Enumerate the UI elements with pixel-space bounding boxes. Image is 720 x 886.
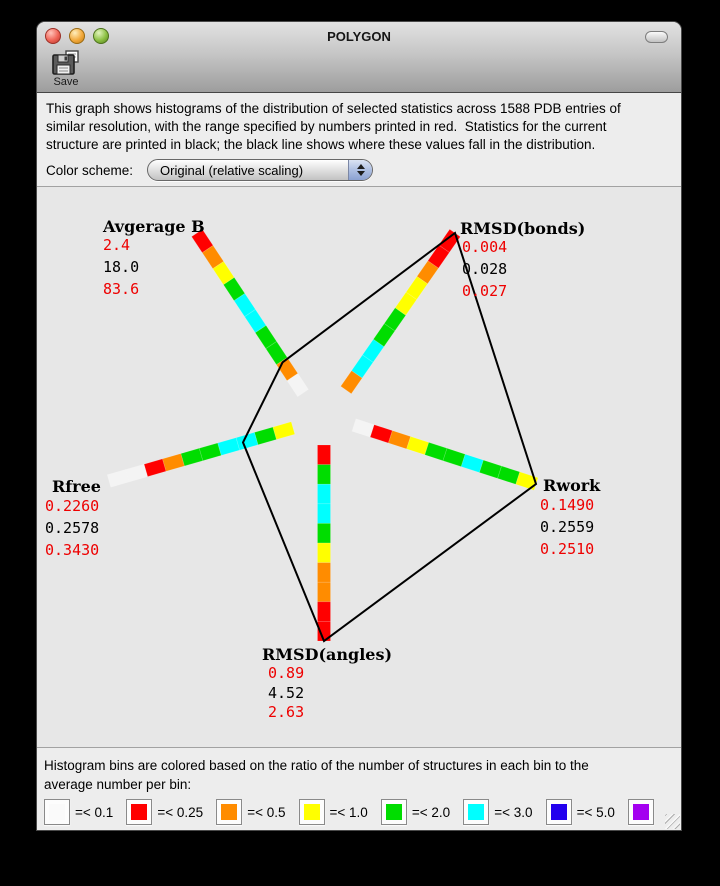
axis-text-rfree	[45, 477, 101, 559]
legend-bin-label: =< 0.25	[157, 804, 204, 820]
save-label: Save	[53, 76, 79, 88]
description-line: structure are printed in black; the black line shows where these values fall in the distribution.	[46, 137, 596, 152]
axis-bar-rmsd_angles	[318, 445, 331, 641]
legend-swatch-color	[304, 804, 320, 820]
toolbar	[37, 50, 681, 92]
axis-stat-rmsd_angles: 0.89	[268, 664, 305, 682]
axis-bar-rmsd_bonds	[341, 229, 461, 393]
axis-stat-rmsd_bonds: 0.004	[462, 238, 508, 256]
legend-bin-row	[44, 799, 672, 825]
legend-bin-label: =< 1.0	[329, 804, 368, 820]
description-line: similar resolution, with the range specified by numbers printed in red. Statistics for the current	[46, 119, 607, 134]
description-panel	[37, 93, 681, 187]
axis-text-rmsd_bonds	[460, 219, 585, 300]
title-bar[interactable]	[37, 22, 681, 50]
axis-stat-rmsd_angles: 2.63	[268, 703, 305, 721]
axis-text-rmsd_angles	[262, 645, 392, 721]
axis-stat-rfree: 0.3430	[45, 541, 100, 559]
legend-bin	[216, 799, 285, 825]
polygon-window	[37, 22, 681, 830]
legend-bin	[44, 799, 113, 825]
legend-bin-label: =< 2.0	[411, 804, 451, 820]
popup-arrows-icon	[348, 160, 372, 180]
axis-label-rmsd_angles: RMSD(angles)	[262, 645, 393, 664]
legend-swatch	[546, 799, 572, 825]
axis-text-avg_b	[102, 217, 205, 298]
window-title: POLYGON	[327, 29, 391, 44]
axis-label-rmsd_bonds: RMSD(bonds)	[460, 219, 586, 238]
legend-swatch	[628, 799, 654, 825]
legend-bin	[628, 799, 654, 825]
color-scheme-select[interactable]	[147, 159, 373, 181]
legend-swatch	[381, 799, 407, 825]
legend-bin	[546, 799, 615, 825]
legend-bin	[463, 799, 532, 825]
legend-text-line: Histogram bins are colored based on the ratio of the number of structures in each bin to the	[44, 758, 589, 773]
legend-bin	[381, 799, 450, 825]
legend-bin-label: =< 3.0	[494, 804, 533, 820]
axis-label-rwork: Rwork	[543, 476, 601, 495]
window-content	[37, 93, 681, 830]
legend-swatch-color	[221, 804, 237, 820]
axis-stat-rwork: 0.1490	[540, 496, 595, 514]
axis-label-rfree: Rfree	[52, 477, 101, 496]
legend-swatch	[299, 799, 325, 825]
axis-bar-rfree	[107, 422, 295, 487]
toolbar-toggle-button[interactable]	[645, 31, 668, 43]
axis-stat-rfree: 0.2260	[45, 497, 100, 515]
axis-stat-rfree: 0.2578	[45, 519, 100, 537]
axis-stat-rwork: 0.2559	[540, 518, 595, 536]
legend-bin-label: =< 0.1	[75, 804, 114, 820]
description-line: This graph shows histograms of the distribution of selected statistics across 1588 PDB entries of	[46, 101, 621, 116]
save-button[interactable]	[47, 50, 85, 88]
axis-text-rwork	[540, 476, 601, 558]
color-scheme-row	[46, 159, 672, 181]
legend-bin	[299, 799, 368, 825]
axis-stat-rmsd_bonds: 0.027	[462, 282, 508, 300]
axis-stat-rmsd_angles: 4.52	[268, 684, 305, 702]
polygon-chart	[37, 187, 681, 747]
legend-swatch-color	[551, 804, 567, 820]
axis-bar-avg_b	[192, 229, 309, 396]
color-scheme-label: Color scheme:	[46, 162, 134, 178]
resize-grip[interactable]	[665, 814, 680, 829]
legend-swatch-color	[633, 804, 649, 820]
axis-stat-avg_b: 2.4	[103, 236, 131, 254]
save-icon	[51, 50, 81, 76]
legend-bin-label: =< 0.5	[247, 804, 286, 820]
legend-panel	[37, 748, 681, 830]
window-chrome	[37, 22, 681, 93]
legend-swatch	[44, 799, 70, 825]
legend-swatch-color	[131, 804, 147, 820]
legend-bin-label: =< 5.0	[576, 804, 615, 820]
axis-stat-avg_b: 18.0	[103, 258, 140, 276]
legend-text-line: average number per bin:	[44, 777, 192, 792]
axis-stat-rmsd_bonds: 0.028	[462, 260, 508, 278]
legend-swatch-color	[386, 804, 402, 820]
axis-stat-avg_b: 83.6	[103, 280, 140, 298]
legend-swatch	[126, 799, 152, 825]
legend-swatch-color	[468, 804, 484, 820]
axis-stat-rwork: 0.2510	[540, 540, 595, 558]
plot-area	[37, 187, 681, 748]
axis-bar-rwork	[352, 419, 538, 490]
legend-swatch-color	[49, 804, 65, 820]
legend-bin	[126, 799, 203, 825]
legend-swatch	[463, 799, 489, 825]
axis-label-avg_b: Avgerage B	[103, 217, 205, 236]
legend-swatch	[216, 799, 242, 825]
color-scheme-value: Original (relative scaling)	[160, 162, 304, 178]
